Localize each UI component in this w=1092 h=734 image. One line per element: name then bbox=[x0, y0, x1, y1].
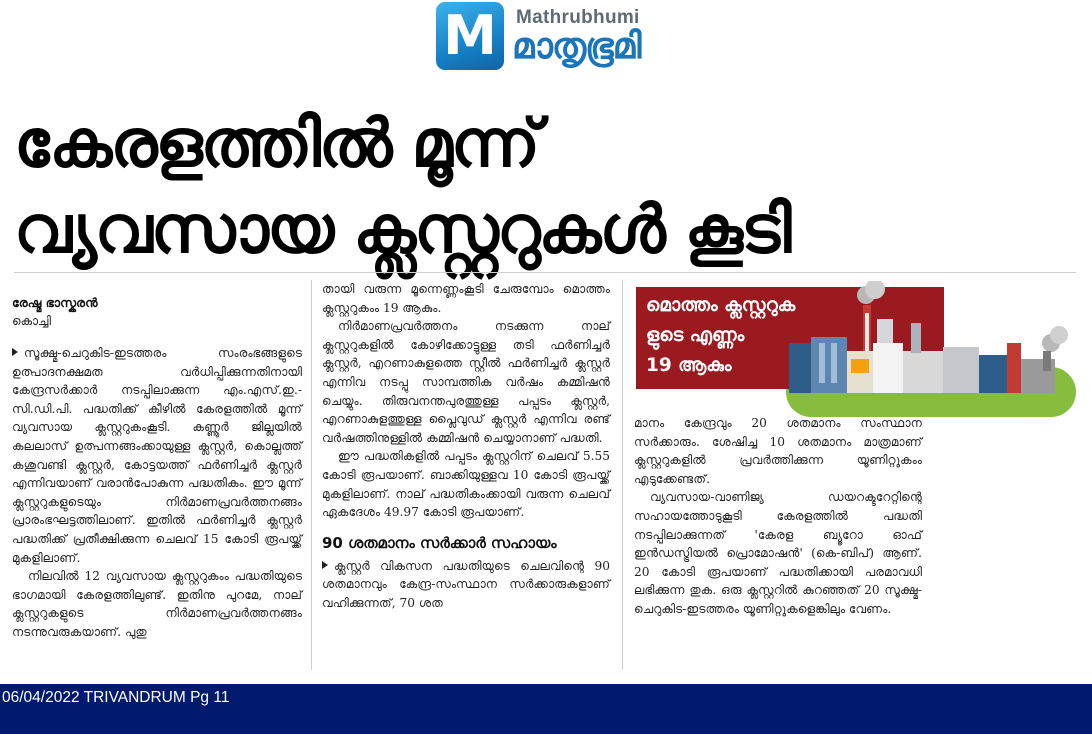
masthead-name-malayalam: മാതൃഭൂമി bbox=[512, 26, 641, 67]
paragraph: മാനം കേന്ദ്രവും 20 ശതമാനം സംസ്ഥാന സർക്കാരും. ശേഷിച്ച 10 ശതമാനം മാത്രമാണ് ക്ലസ്റ്ററുകളിൽ പ്രവർത്തിക്കുന്ന യൂണിറ്റുകംം എടുക്കേണ്ടത്. bbox=[634, 416, 922, 486]
footer-bar bbox=[0, 684, 1092, 734]
paragraph bbox=[12, 344, 302, 567]
paragraph: തായി വരുന്ന മൂന്നെണ്ണംകൂടി ചേരുമ്പോം മൊത്തം ക്ലസ്റ്ററുകംം 19 ആകും. bbox=[322, 282, 610, 315]
column-divider bbox=[311, 280, 312, 670]
byline: രേഷ്മ ഭാസ്കരൻ bbox=[12, 295, 98, 310]
paragraph: ഈ പദ്ധതികളിൽ പപ്പടം ക്ലസ്റ്ററിന് ചെലവ് 5.55 കോടി രൂപയാണ്. ബാക്കിയുള്ളവ 10 കോടി രൂപയ്ക്ക് മുകളിലാണ്. നാല് പദ്ധതികംക്കായി വരുന്ന ചെലവ് ഏകദേശം 49.97 കോടി രൂപയാണ്. bbox=[322, 449, 610, 520]
mathrubhumi-logo-icon bbox=[436, 2, 504, 70]
infobox-line-3: 19 ആകും bbox=[646, 355, 732, 376]
article-column-2 bbox=[322, 280, 610, 613]
paragraph-text: സൂക്ഷ്മ-ചെറുകിട-ഇടത്തരം സംരംഭങ്ങളുടെ ഉത്പാദനക്ഷമത വർധിപ്പിക്കുന്നതിനായി കേന്ദ്രസർക്കാർ നടപ്പിലാക്കുന്ന എം.എസ്.ഇ.-സി.ഡി.പി. പദ്ധതിക്ക് കീഴിൽ കേരളത്തിൽ മൂന്ന് വ്യവസായ ക്ലസ്റ്ററുകംകൂടി. കണ്ണൂർ ജില്ലയിൽ കലലാസ് ഉത്പന്നങ്ങംക്കായുള്ള ക്ലസ്റ്റർ, കൊല്ലത്ത് കശുവണ്ടി ക്ലസ്റ്റർ, കോട്ടയത്ത് ഫർണിച്ചർ ക്ലസ്റ്റർ എന്നിവയാണ് വരാൻപോകുന്ന പദ്ധതികം. ഈ മൂന്ന് ക്ലസ്റ്ററുകളുടെയും നിർമാണപ്രവർത്തനങ്ങം പ്രാരംഭഘട്ടത്തിലാണ്. ഇതിൽ ഫർണിച്ചർ ക്ലസ്റ്റർ പദ്ധതിക്ക് പ്രതീക്ഷിക്കുന്ന ചെലവ് 15 കോടി രൂപയ്ക്ക് മുകളിലാണ്. bbox=[12, 346, 302, 565]
headline-line-1: കേരളത്തിൽ മൂന്ന് bbox=[14, 105, 539, 182]
factory-illustration-icon bbox=[781, 281, 1076, 396]
infobox-line-2: ളുടെ എണ്ണം bbox=[646, 325, 745, 346]
footer-date-edition-page: 06/04/2022 TRIVANDRUM Pg 11 bbox=[2, 689, 230, 706]
headline-divider bbox=[14, 272, 1076, 273]
logo-letter: M bbox=[443, 4, 497, 67]
article-column-1 bbox=[12, 294, 302, 642]
dateline-place: കൊച്ചി bbox=[12, 314, 51, 328]
bullet-icon bbox=[12, 348, 18, 356]
headline-line-2: വ്യവസായ ക്ലസ്റ്ററുകൾ കൂടി bbox=[14, 191, 790, 268]
paragraph bbox=[322, 557, 610, 613]
masthead-name-english: Mathrubhumi bbox=[516, 7, 640, 28]
article-column-3 bbox=[634, 414, 922, 619]
infobox-line-1: മൊത്തം ക്ലസ്റ്ററുക bbox=[646, 295, 796, 316]
column-divider bbox=[622, 280, 623, 670]
paragraph: വ്യവസായ-വാണിജ്യ ഡയറക്ടറേറ്റിന്റെ സഹായത്തോടുകൂടി കേരളത്തിൽ പദ്ധതി നടപ്പിലാക്കുന്നത് 'കേരള ബ്യൂറോ ഓഫ് ഇൻഡസ്ട്രിയൽ പ്രൊമോഷൻ' (കെ-ബിപ്) ആണ്. 20 കോടി രൂപയാണ് പദ്ധതിക്കായി പരമാവധി ലഭിക്കുന്ന തുക. ഒരു ക്ലസ്റ്ററിൽ കുറഞ്ഞത് 20 സൂക്ഷ്മ-ചെറുകിട-ഇടത്തരം യൂണിറ്റുകളെങ്കിലും വേണം. bbox=[634, 490, 922, 616]
paragraph-text: ക്ലസ്റ്റർ വികസന പദ്ധതിയുടെ ചെലവിന്റെ 90 ശതമാനവും കേന്ദ്ര-സംസ്ഥാന സർക്കാരുകളാണ് വഹിക്കുന്നത്, 70 ശത bbox=[322, 558, 610, 610]
masthead bbox=[436, 0, 726, 76]
paragraph: നിലവിൽ 12 വ്യവസായ ക്ലസ്റ്ററുകംം പദ്ധതിയുടെ ഭാഗമായി കേരളത്തിലുണ്ട്. ഇതിനു പുറമേ, നാല് ക്ലസ്റ്ററുകളുടെ നിർമാണപ്രവർത്തനങ്ങം നടന്നുവരുകയാണ്. പുതു bbox=[12, 569, 302, 639]
subheading: 90 ശതമാനം സർക്കാർ സഹായം bbox=[322, 533, 557, 552]
infobox bbox=[636, 287, 1076, 419]
paragraph: നിർമാണപ്രവർത്തനം നടക്കുന്ന നാല് ക്ലസ്റ്ററുകളിൽ കോഴിക്കോട്ടുള്ള തടി ഫർണിച്ചർ ക്ലസ്റ്റർ, എറണാകുളത്തെ സ്റ്റീൽ ഫർണിച്ചർ ക്ലസ്റ്റർ എന്നിവ നടപ്പു സാമ്പത്തിക വർഷം കമ്മിഷൻ ചെയ്യും. തിരുവനന്തപുരത്തുള്ള പപ്പടം ക്ലസ്റ്റർ, എറണാകുളത്തുള്ള പ്ലൈവുഡ് ക്ലസ്റ്റർ എന്നിവ രണ്ട് വർഷത്തിനുള്ളിൽ കമ്മിഷൻ ചെയ്യാനാണ് പദ്ധതി. bbox=[322, 319, 610, 445]
bullet-icon bbox=[322, 561, 328, 569]
